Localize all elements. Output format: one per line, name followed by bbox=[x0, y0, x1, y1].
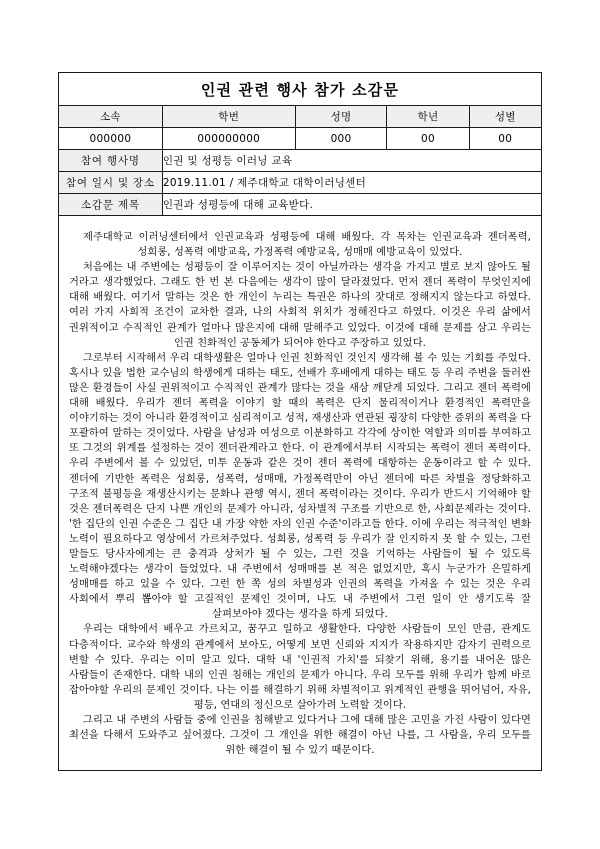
essay-paragraph: 그로부터 시작해서 우리 대학생활은 얼마나 인권 친화적인 것인지 생각해 볼 수 있는 기회를 주었다. 혹시나 있을 법한 교수님의 학생에게 대하는 태도, 선배가 후배에게 대하는 태도 등 우리 주변을 둘러싼 많은 환경들이 사실 권위적이고 수직적인 관계가 많다는 것을 새삼 깨닫게 되었다. 그리고 젠더 폭력에 대해 배웠다. 우리가 젠더 폭력을 이야기 할 때의 폭력은 단지 물리적이거나 환경적인 폭력만을 이야기하는 것이 아니라 환경적이고 심리적이고 성적, 재생산과 연관된 굉장히 다양한 증위의 폭력을 다 포괄하여 말하는 것이었다. 사람을 남성과 여성으로 이분화하고 각각에 상이한 역할과 의미를 부여하고 또 그것의 위계를 설정하는 것이 젠더관계라고 한다. 이 관계에서부터 시작되는 폭력이 젠더 폭력이다. 우리 주변에서 볼 수 있었던, 미투 운동과 같은 것이 젠더 폭력에 대항하는 운동이라고 할 수 있다. 젠더에 기반한 폭력은 성희롱, 성폭력, 성매매, 가정폭력만이 아닌 젠더에 따른 차별을 정당화하고 구조적 불평등을 재생산시키는 문화나 관행 역시, 젠더 폭력이라는 것이다. 우리가 반드시 기억해야 할 것은 젠더폭력은 단지 나쁜 개인의 문제가 아니라, 성차별적 구조를 기반으로 한, 사회문제라는 것이다. '한 집단의 인권 수준은 그 집단 내 가장 약한 자의 인권 수준'이라고들 한다. 이에 우리는 적극적인 변화 노력이 필요하다고 영상에서 가르쳐주었다. 성희롱, 성폭력 등 우리가 잘 인지하지 못 할 수 있는, 그런 말들도 당사자에게는 큰 충격과 상처가 될 수 있는, 그런 것을 기억하는 사람들이 될 수 있도록 노력해야겠다는 생각이 들었었다. 내 주변에서 성매매를 본 적은 없었지만, 혹시 누군가가 은밀하게 성매매를 하고 있을 수 있다. 그런 한 쪽 성의 차별성과 인권의 폭력을 가져올 수 있는 것은 우리 사회에서 뿌리 뽑아야 할 고질적인 문제인 것이며, 나도 내 주변에서 그런 일이 안 생기도록 잘 살펴보아야 겠다는 생각을 하게 되었다. bbox=[69, 352, 531, 621]
table-row-essay-title bbox=[59, 194, 542, 216]
label-essay-title: 소감문 제목 bbox=[59, 194, 163, 216]
value-datetime-place[interactable]: 2019.11.01 / 제주대학교 대학이러닝센터 bbox=[162, 172, 541, 194]
soganmun-form bbox=[58, 72, 542, 771]
column-header-affiliation: 소속 bbox=[59, 106, 163, 128]
document-title: 인권 관련 행사 참가 소감문 bbox=[59, 73, 542, 106]
essay-paragraph: 제주대학교 이러닝센터에서 인권교육과 성평등에 대해 배웠다. 각 목차는 인권교육과 젠더폭력, 성희롱, 성폭력 예방교육, 가정폭력 예방교육, 성매매 예방교육이 있었다. bbox=[83, 232, 531, 259]
essay-paragraph: 처음에는 내 주변에는 성평등이 잘 이루어지는 것이 아닐까라는 생각을 가지고 별로 보지 않아도 될 거라고 생각했었다. 그래도 한 번 본 다음에는 생각이 많이 달라졌었다. 먼저 젠더 폭력이 무엇인지에 대해 배웠다. 여기서 말하는 것은 한 개인이 누리는 특권은 하나의 잣대로 정해지지 않는다고 하였다. 여러 가지 사회적 조건이 교차한 결과, 나의 사회적 위치가 정해진다고 하였다. 이것은 우리 삶에서 권위적이고 수직적인 관계가 얼마나 많은지에 대해 말해주고 있었다. 이것에 대해 문제를 삼고 우리는 인권 친화적인 공동체가 되어야 한다고 주장하고 있었다. bbox=[69, 262, 531, 349]
value-name[interactable]: 000 bbox=[295, 128, 387, 150]
label-datetime-place: 참여 일시 및 장소 bbox=[59, 172, 163, 194]
label-event-name: 참여 행사명 bbox=[59, 150, 163, 172]
column-header-name: 성명 bbox=[295, 106, 387, 128]
column-header-grade: 학년 bbox=[387, 106, 469, 128]
table-row-datetime-place bbox=[59, 172, 542, 194]
value-grade[interactable]: 00 bbox=[387, 128, 469, 150]
table-header-row bbox=[59, 106, 542, 128]
essay-body[interactable] bbox=[58, 216, 542, 771]
value-essay-title[interactable]: 인권과 성평등에 대해 교육받다. bbox=[162, 194, 541, 216]
essay-paragraph: 그리고 내 주변의 사람들 중에 인권을 침해받고 있다거나 그에 대해 많은 고민을 가진 사람이 있다면 최선을 다해서 도와주고 싶어졌다. 그것이 그 개인을 위한 해결이 아닌 나를, 그 사람을, 우리 모두를 위한 해결이 될 수 있기 때문이다. bbox=[69, 715, 531, 757]
value-gender[interactable]: 00 bbox=[469, 128, 541, 150]
value-student-id[interactable]: 000000000 bbox=[162, 128, 295, 150]
info-table bbox=[58, 72, 542, 216]
value-event-name[interactable]: 인권 및 성평등 이러닝 교육 bbox=[162, 150, 541, 172]
essay-paragraph: 우리는 대학에서 배우고 가르치고, 꿈꾸고 일하고 생활한다. 다양한 사람들이 모인 만큼, 관계도 다층적이다. 교수와 학생의 관계에서 보아도, 어떻게 보면 신뢰와 지지가 작용하지만 갑자기 권력으로 변할 수 있다. 우리는 이미 알고 있다. 대학 내 '인권적 가치'를 되찾기 위해, 용기를 내어온 많은 사람들이 존재한다. 대학 내의 인권 침해는 개인의 문제가 아니다. 우리 모두를 위해 우리가 함께 바로 잡아야할 우리의 문제인 것이다. 나는 이를 해결하기 위해 차별적이고 위계적인 관행을 뛰어넘어, 자유, 평등, 연대의 정신으로 살아가려 노력할 것이다. bbox=[69, 624, 531, 711]
table-value-row bbox=[59, 128, 542, 150]
title-row bbox=[59, 73, 542, 106]
column-header-gender: 성별 bbox=[469, 106, 541, 128]
value-affiliation[interactable]: 000000 bbox=[59, 128, 163, 150]
column-header-student-id: 학번 bbox=[162, 106, 295, 128]
table-row-event-name bbox=[59, 150, 542, 172]
